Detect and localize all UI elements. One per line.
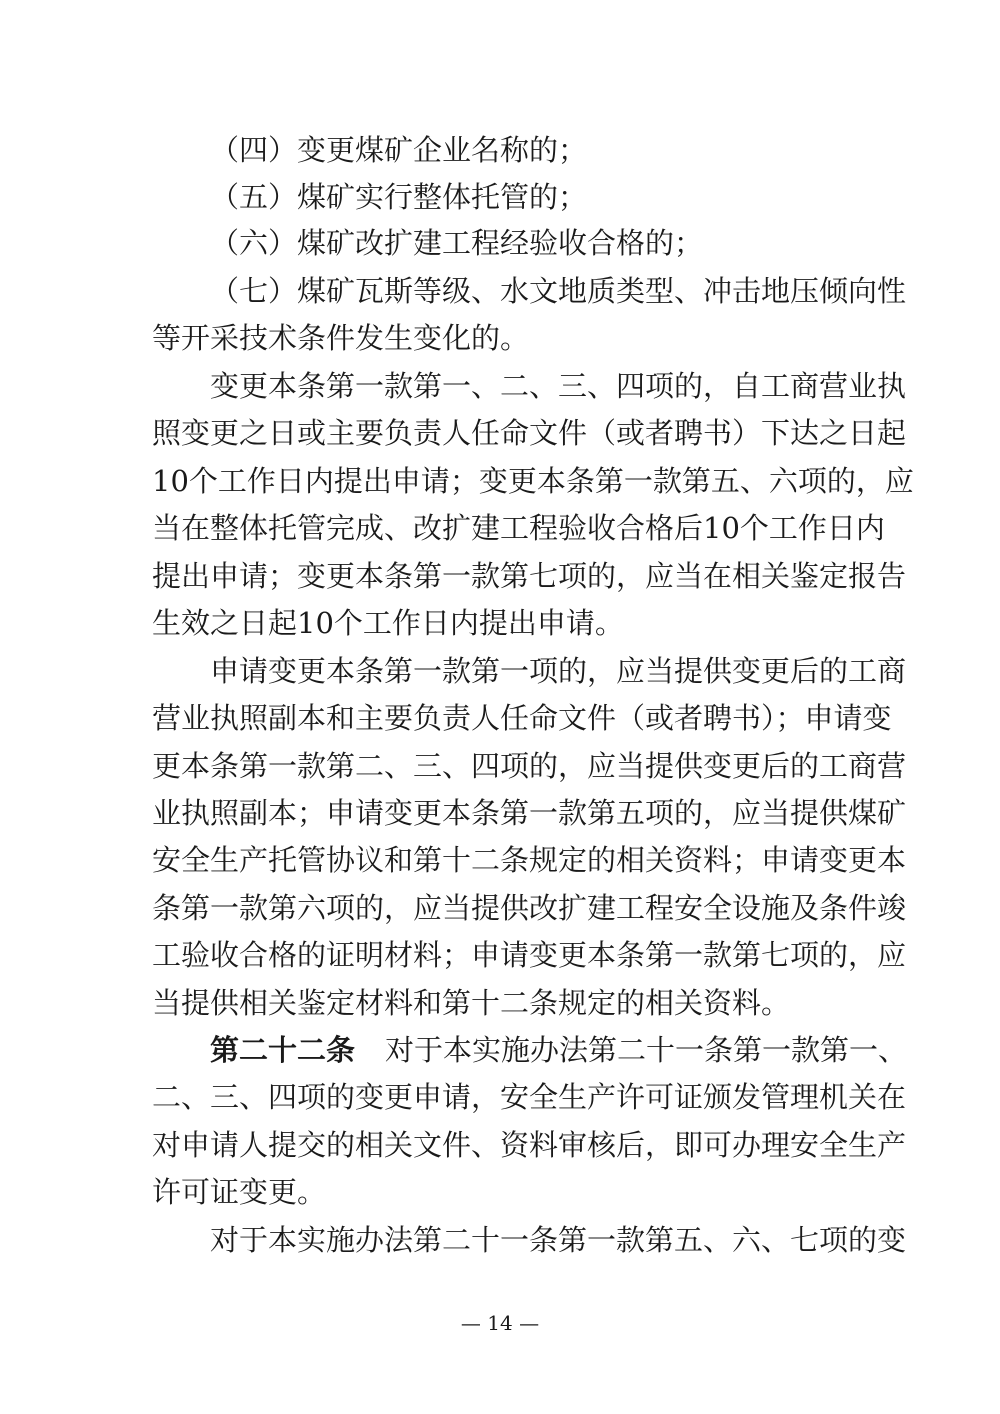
text-line: 营业执照副本和主要负责人任命文件（或者聘书）；申请变	[152, 701, 892, 735]
text-line: 许可证变更。	[152, 1175, 327, 1209]
text-line: 工验收合格的证明材料；申请变更本条第一款第七项的，应	[152, 938, 907, 972]
text-line: （七）煤矿瓦斯等级、水文地质类型、冲击地压倾向性	[210, 274, 907, 308]
text-line: 当提供相关鉴定材料和第十二条规定的相关资料。	[152, 986, 791, 1020]
text-line: 照变更之日或主要负责人任命文件（或者聘书）下达之日起	[152, 416, 907, 450]
text-line: 等开采技术条件发生变化的。	[152, 321, 530, 355]
text-line: （四）变更煤矿企业名称的；	[210, 133, 588, 167]
text-line: （五）煤矿实行整体托管的；	[210, 180, 588, 214]
article-line	[210, 1030, 908, 1070]
text-line: 生效之日起10个工作日内提出申请。	[152, 606, 624, 640]
text-line: 当在整体托管完成、改扩建工程验收合格后10个工作日内	[152, 511, 885, 545]
text-line: （六）煤矿改扩建工程经验收合格的；	[210, 226, 704, 260]
article-heading: 第二十二条	[210, 1033, 356, 1067]
text-line: 对申请人提交的相关文件、资料审核后，即可办理安全生产	[152, 1128, 907, 1162]
article-text: 对于本实施办法第二十一条第一款第一、	[385, 1033, 908, 1067]
text-line: 二、三、四项的变更申请，安全生产许可证颁发管理机关在	[152, 1080, 907, 1114]
text-line: 条第一款第六项的，应当提供改扩建工程安全设施及条件竣	[152, 891, 907, 925]
text-line: 10个工作日内提出申请；变更本条第一款第五、六项的，应	[152, 464, 914, 498]
text-line: 提出申请；变更本条第一款第七项的，应当在相关鉴定报告	[152, 559, 907, 593]
text-line: 变更本条第一款第一、二、三、四项的，自工商营业执	[210, 369, 907, 403]
page-number: — 14 —	[460, 1311, 540, 1335]
text-line: 安全生产托管协议和第十二条规定的相关资料；申请变更本	[152, 843, 907, 877]
text-line: 对于本实施办法第二十一条第一款第五、六、七项的变	[210, 1223, 907, 1257]
text-line: 业执照副本；申请变更本条第一款第五项的，应当提供煤矿	[152, 796, 907, 830]
text-line: 更本条第一款第二、三、四项的，应当提供变更后的工商营	[152, 749, 907, 783]
text-line: 申请变更本条第一款第一项的，应当提供变更后的工商	[210, 654, 907, 688]
